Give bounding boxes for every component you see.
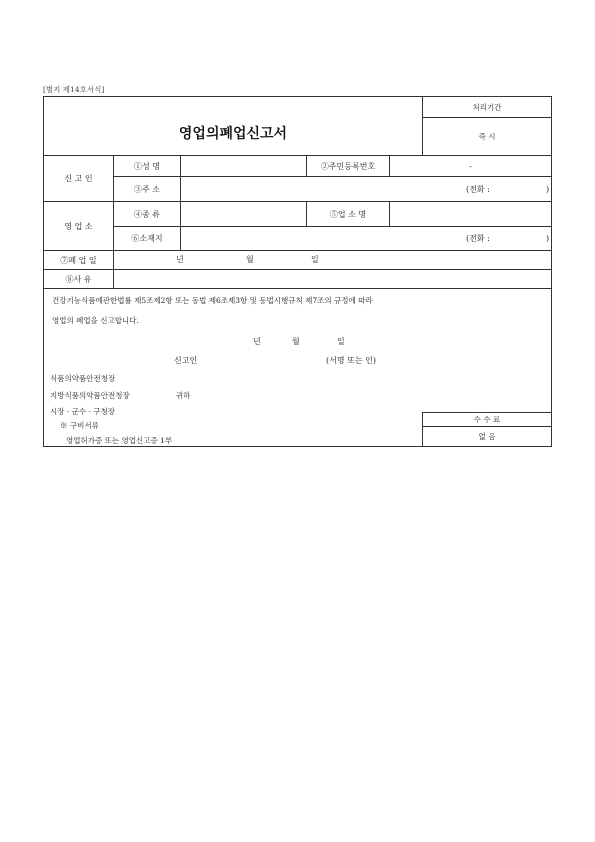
fee-value: 없 음 <box>478 432 496 441</box>
declaration-line-1: 건강기능식품에관한법률 제5조제2항 또는 동법 제6조제3항 및 동법시행규칙 제7조의 규정에 따라 <box>52 296 373 305</box>
closure-day-label[interactable]: 일 <box>311 255 319 264</box>
form-title: 영업의폐업신고서 <box>178 126 288 142</box>
rrn-label: ②주민등록번호 <box>320 161 376 171</box>
trade-name-field[interactable] <box>391 203 550 225</box>
signer-label: 신고인 <box>174 356 198 365</box>
business-type-label: ④종 류 <box>134 209 160 219</box>
recipient-local-clip <box>44 405 422 416</box>
recipient-local-head: 시장 · 군수 · 구청장 <box>50 407 116 416</box>
attachments-header: ※ 구비서류 <box>60 421 99 430</box>
fee-label: 수 수 료 <box>473 415 501 424</box>
address-label: ③주 소 <box>134 184 160 194</box>
processing-period-label: 처리기간 <box>472 102 502 112</box>
attachments-item: 영업허가증 또는 영업신고증 1부 <box>66 436 173 445</box>
declaration-line-2: 영업의 폐업을 신고합니다. <box>52 316 139 325</box>
location-phone-close: ) <box>546 234 550 243</box>
closure-month-label[interactable]: 월 <box>246 255 254 264</box>
recipient-suffix: 귀하 <box>176 391 191 400</box>
reason-field[interactable] <box>116 271 548 287</box>
processing-period-value: 즉 시 <box>478 132 496 141</box>
location-phone-label: (전화 : <box>466 234 490 243</box>
sign-date-year[interactable]: 년 <box>253 337 261 346</box>
name-label: ①성 명 <box>134 161 160 171</box>
location-field[interactable] <box>182 228 452 249</box>
address-field[interactable] <box>182 178 452 200</box>
recipient-regional-kfda: 지방식품의약품안전청장 <box>50 391 130 400</box>
trade-name-label: ⑤업 소 명 <box>329 209 367 219</box>
signature-label[interactable]: (서명 또는 인) <box>326 356 376 365</box>
location-label: ⑥소재지 <box>131 234 163 243</box>
sign-date-day[interactable]: 일 <box>337 337 345 346</box>
reason-label: ⑧사 유 <box>65 274 92 284</box>
closure-date-label: ⑦폐 업 일 <box>60 255 97 265</box>
rrn-field[interactable]: - <box>469 161 472 171</box>
sign-date-month[interactable]: 월 <box>292 337 300 346</box>
recipient-kfda: 식품의약품안전청장 <box>50 374 116 383</box>
address-phone-close: ) <box>546 185 550 194</box>
name-field[interactable] <box>182 157 304 175</box>
business-type-field[interactable] <box>182 203 304 225</box>
form-label: [별지 제14호서식] <box>43 85 105 94</box>
applicant-group-label: 신 고 인 <box>64 174 93 183</box>
address-phone-label: (전화 : <box>466 185 490 194</box>
closure-year-label[interactable]: 년 <box>176 255 184 264</box>
business-group-label: 영 업 소 <box>64 221 93 231</box>
